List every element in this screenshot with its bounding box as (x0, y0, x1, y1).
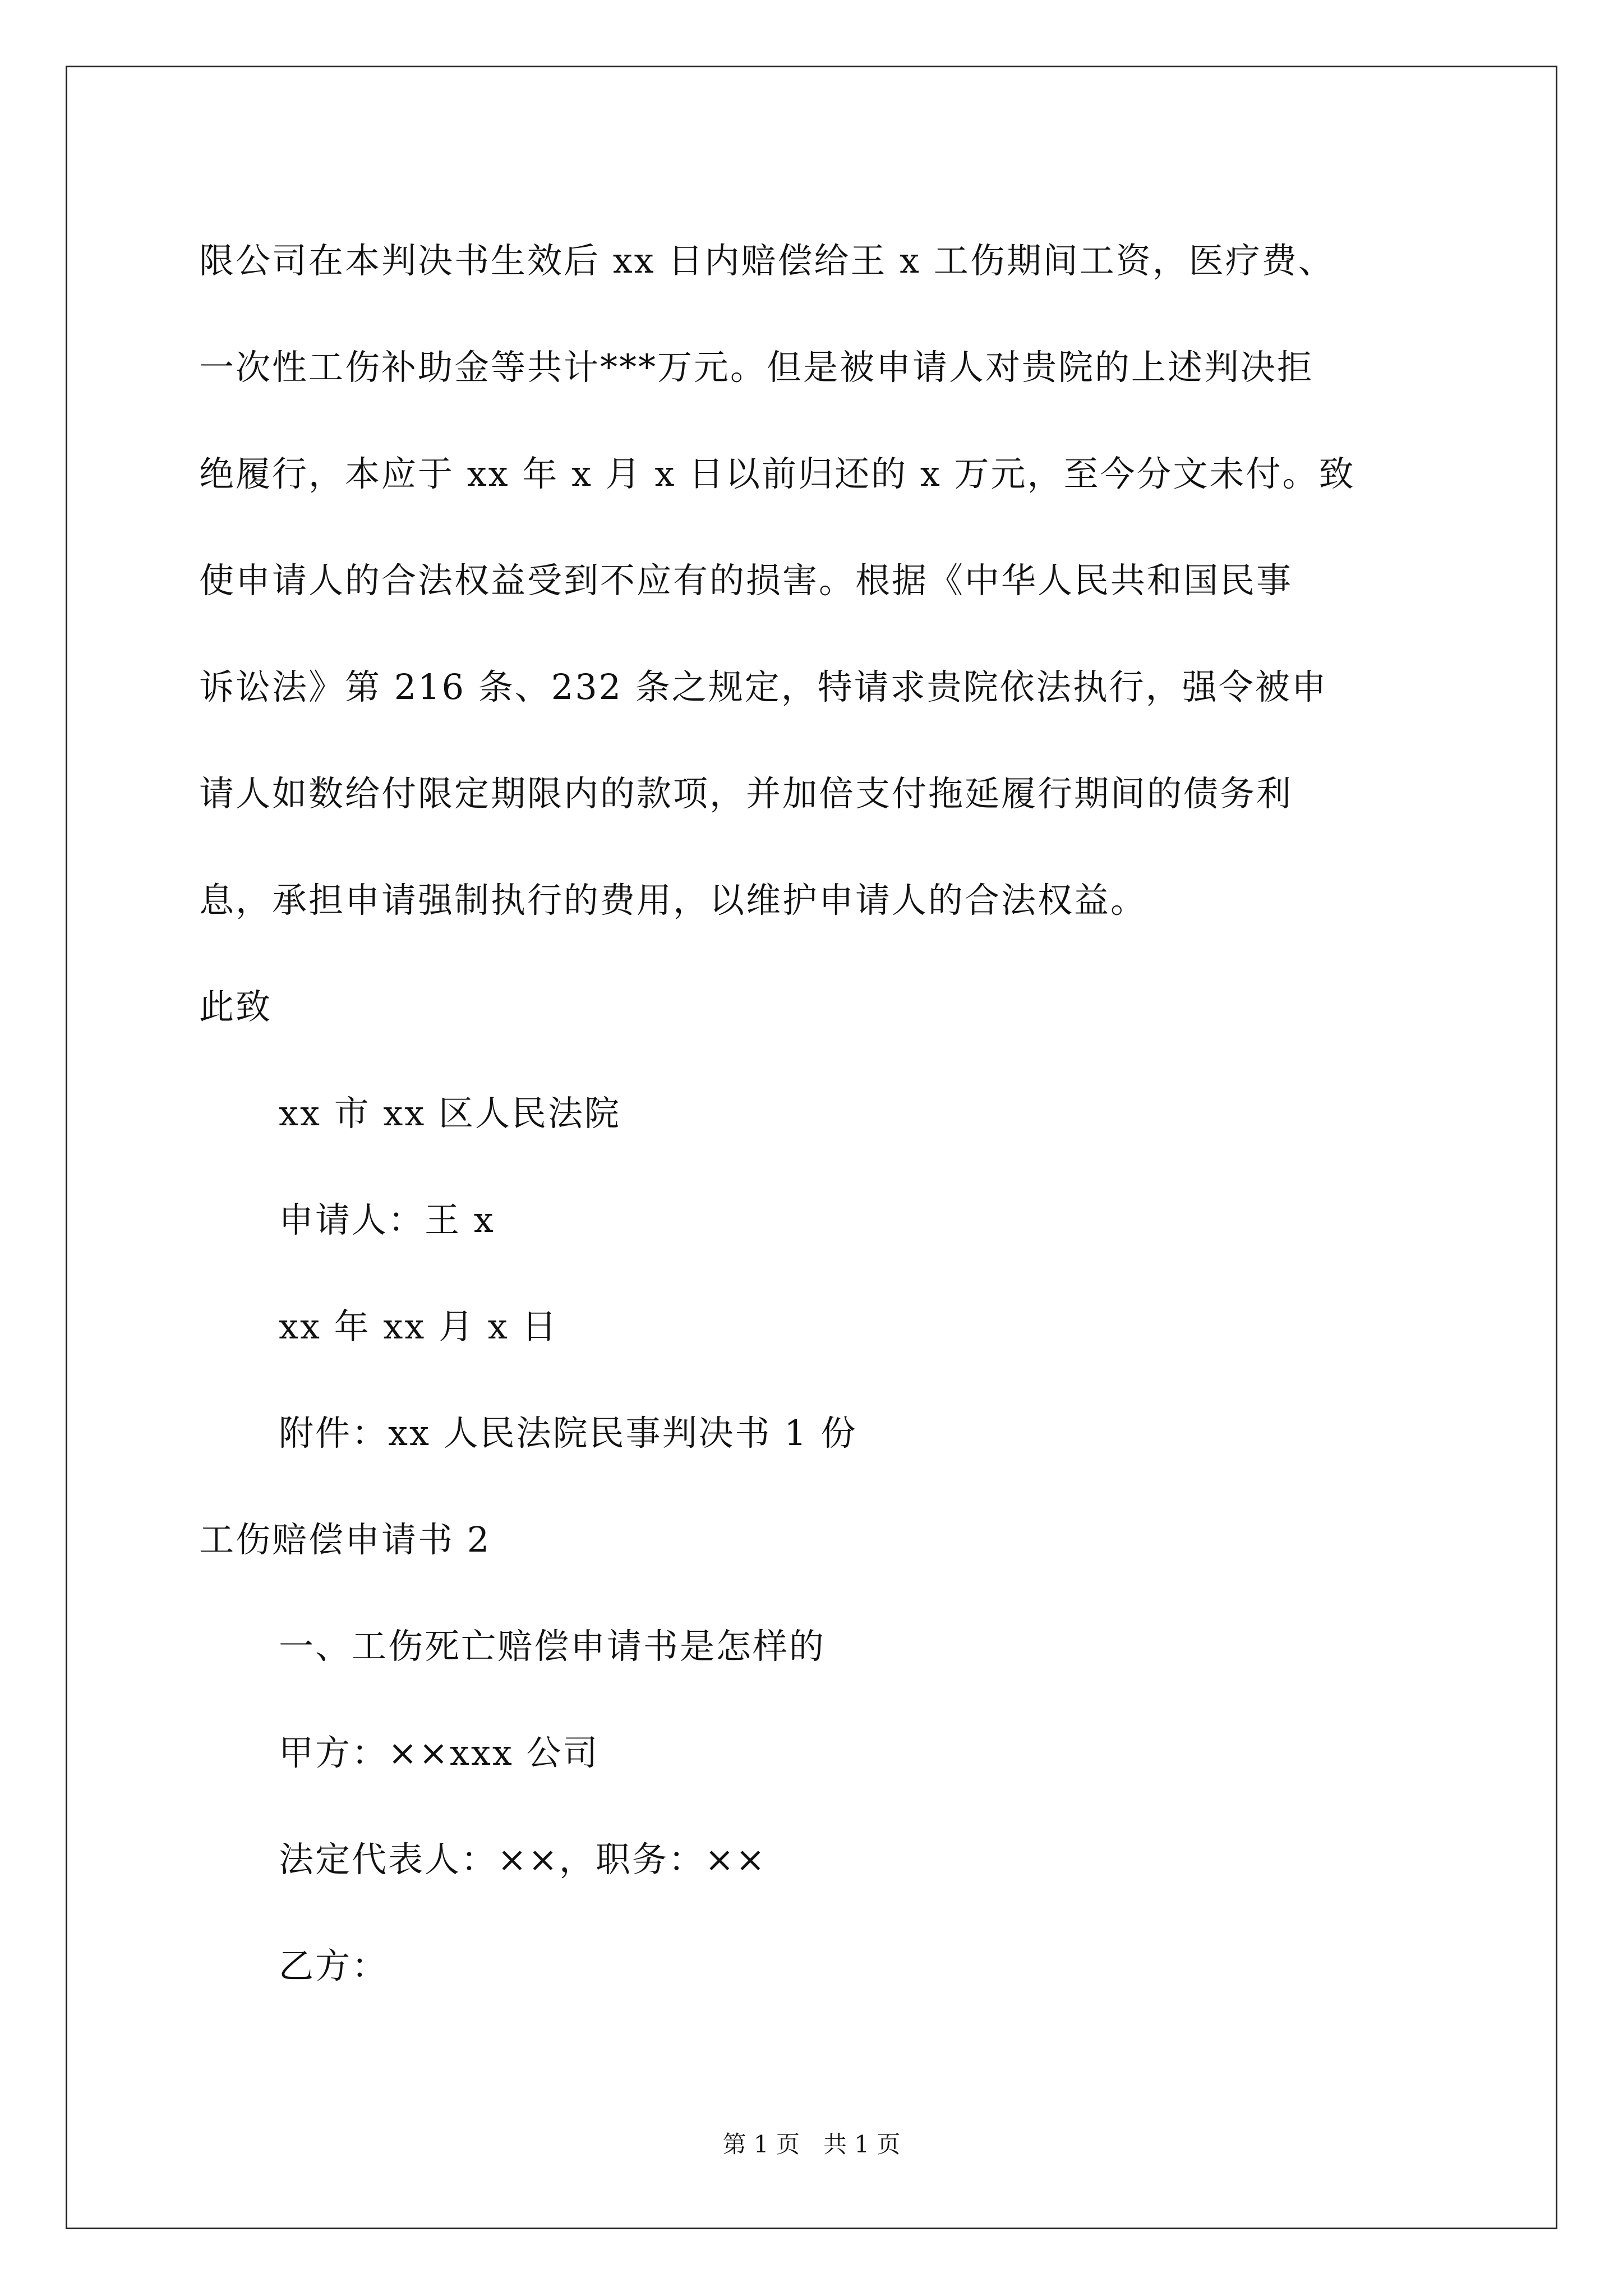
party-a: 甲方：××xxx 公司 (279, 1732, 600, 1773)
body-line-2: 一次性工伤补助金等共计***万元。但是被申请人对贵院的上述判决拒 (199, 347, 1314, 388)
document-body (199, 208, 1433, 2019)
section-title: 工伤赔偿申请书 2 (199, 1519, 491, 1560)
body-line-4: 使申请人的合法权益受到不应有的损害。根据《中华人民共和国民事 (199, 560, 1293, 601)
subsection-title: 一、工伤死亡赔偿申请书是怎样的 (279, 1626, 826, 1667)
court-name: xx 市 xx 区人民法院 (279, 1093, 621, 1134)
document-date: xx 年 xx 月 x 日 (279, 1306, 559, 1347)
applicant-signature: 申请人：王 x (279, 1199, 495, 1240)
legal-representative: 法定代表人：××，职务：×× (279, 1839, 767, 1880)
page-footer: 第 1 页 共 1 页 (722, 2131, 901, 2158)
body-line-3: 绝履行，本应于 xx 年 x 月 x 日以前归还的 x 万元，至今分文未付。致 (199, 453, 1355, 494)
attachment-note: 附件：xx 人民法院民事判决书 1 份 (279, 1412, 857, 1453)
body-line-7: 息，承担申请强制执行的费用，以维护申请人的合法权益。 (199, 880, 1147, 921)
salutation: 此致 (199, 986, 273, 1027)
party-b: 乙方： (279, 1945, 389, 1986)
body-line-6: 请人如数给付限定期限内的款项，并加倍支付拖延履行期间的债务利 (199, 773, 1293, 814)
body-line-1: 限公司在本判决书生效后 xx 日内赔偿给王 x 工伤期间工资，医疗费、 (199, 240, 1335, 281)
body-line-5: 诉讼法》第 216 条、232 条之规定，特请求贵院依法执行，强令被申 (199, 666, 1328, 707)
